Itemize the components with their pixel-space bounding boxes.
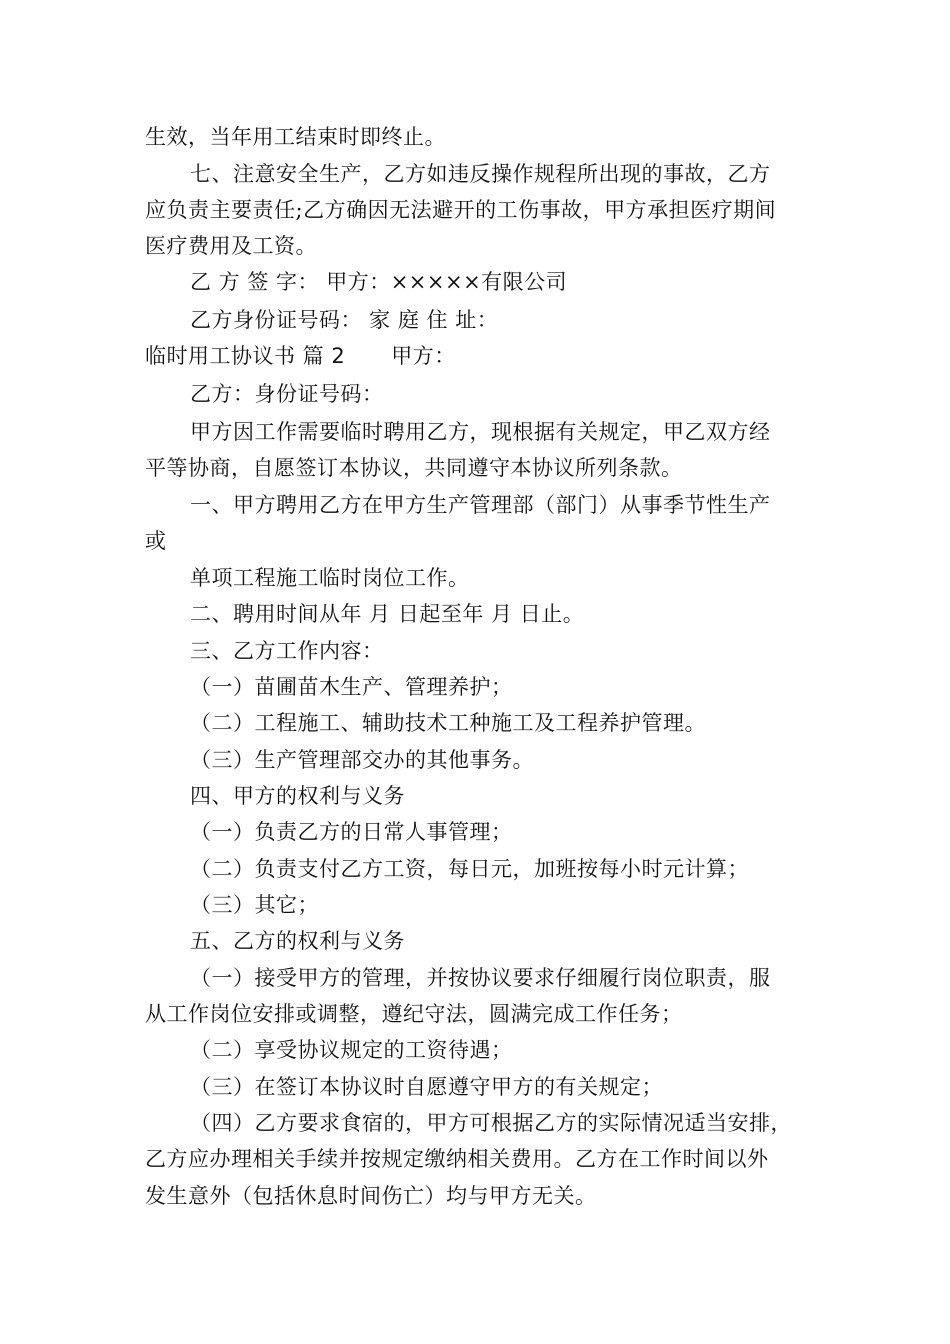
text-line: 乙方：身份证号码： <box>190 382 384 406</box>
text-line: （三）其它； <box>190 893 319 917</box>
text-line: （一）接受甲方的管理，并按协议要求仔细履行岗位职责，服 <box>190 966 771 990</box>
text-line: 发生意外（包括休息时间伤亡）均与甲方无关。 <box>145 1184 597 1208</box>
text-line: 生效，当年用工结束时即终止。 <box>145 125 446 149</box>
section-heading: 临时用工协议书 篇 2 <box>145 344 346 368</box>
text-line: （一）苗圃苗木生产、管理养护； <box>190 675 513 699</box>
text-line: 平等协商，自愿签订本协议，共同遵守本协议所列条款。 <box>145 456 683 480</box>
text-line: 四、甲方的权利与义务 <box>190 784 405 808</box>
section-heading-line <box>145 342 456 370</box>
text-line: （二）负责支付乙方工资，每日元，加班按每小时元计算； <box>190 857 749 881</box>
text-line: 甲方因工作需要临时聘用乙方，现根据有关规定，甲乙双方经 <box>190 420 771 444</box>
text-line: 七、注意安全生产，乙方如违反操作规程所出现的事故，乙方 <box>190 162 771 186</box>
text-line: 医疗费用及工资。 <box>145 234 317 258</box>
party-a-label: 甲方： <box>391 344 456 368</box>
text-line: 二、聘用时间从年 月 日起至年 月 日止。 <box>190 602 585 626</box>
text-line: （四）乙方要求食宿的，甲方可根据乙方的实际情况适当安排， <box>190 1111 792 1135</box>
id-address-line: 乙方身份证号码： 家 庭 住 址： <box>190 308 499 332</box>
text-line: 或 <box>145 529 167 553</box>
text-line: （二）工程施工、辅助技术工种施工及工程养护管理。 <box>190 711 706 735</box>
text-line: 三、乙方工作内容： <box>190 639 384 663</box>
text-line: （三）生产管理部交办的其他事务。 <box>190 748 534 772</box>
text-line: （一）负责乙方的日常人事管理； <box>190 820 513 844</box>
text-line: 五、乙方的权利与义务 <box>190 929 405 953</box>
text-line: 单项工程施工临时岗位工作。 <box>190 566 470 590</box>
text-line: 从工作岗位安排或调整，遵纪守法，圆满完成工作任务； <box>145 1002 683 1026</box>
text-line: 乙方应办理相关手续并按规定缴纳相关费用。乙方在工作时间以外 <box>145 1147 769 1171</box>
text-line: （二）享受协议规定的工资待遇； <box>190 1038 513 1062</box>
text-line: 应负责主要责任;乙方确因无法避开的工伤事故，甲方承担医疗期间 <box>145 198 777 222</box>
text-line: 一、甲方聘用乙方在甲方生产管理部（部门）从事季节性生产 <box>190 493 771 517</box>
text-line: （三）在签订本协议时自愿遵守甲方的有关规定； <box>190 1075 663 1099</box>
signature-line: 乙 方 签 字： 甲方：×××××有限公司 <box>190 270 568 294</box>
